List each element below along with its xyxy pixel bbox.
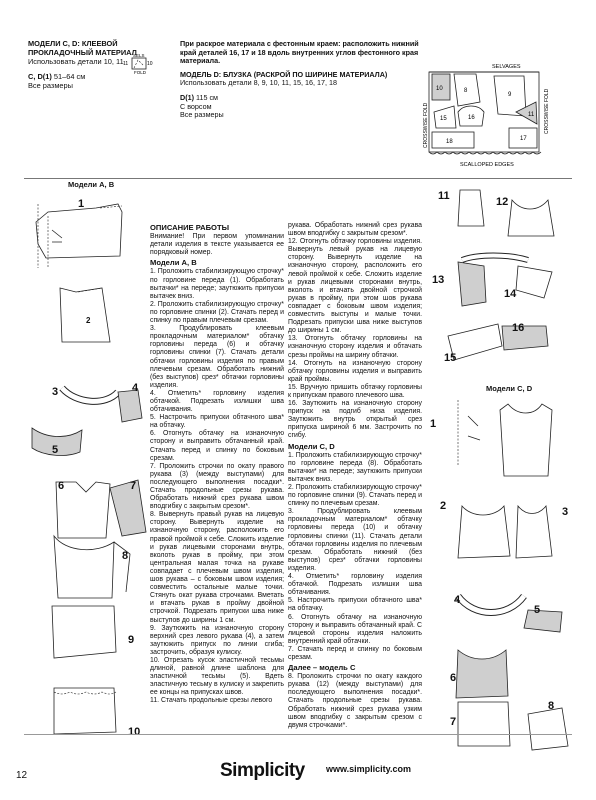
step-ab-6: 6 [58,480,65,492]
footer-rule [24,734,572,735]
instruction-paragraph: 7. Проложить строчки по окату правого рукава (3) (между выступами) для последующего выполнения посадки*. Стачать продольные срезы рукава. Обработать нижний срез рукава швом вподгибку с закрытым срезом*. [150,462,284,511]
step-ab-16: 16 [512,322,525,334]
instruction-paragraph: 10. Отрезать кусок эластичной тесьмы длиной, равной длине шаблона для эластичной тесьмы (5). Вдеть эластичную тесьму в кулиску и закрепить ее концы на припусках швов. [150,656,284,697]
legend-top: SELS [133,53,145,58]
step-ab-13: 13 [432,274,445,286]
header-left-title: МОДЕЛИ C, D: КЛЕЕВОЙ ПРОКЛАДОЧНЫЙ МАТЕРИАЛ [28,39,137,57]
instruction-paragraph: 13. Отогнуть обтачку горловины на изнаночную сторону изделия и обтачать срезы проймы на ширину обтачки. [288,335,422,359]
step-ab-12: 12 [496,196,509,208]
models-ab-illustrations [26,192,148,748]
legend-right: 10 [147,61,153,67]
instruction-paragraph: 3. Продублировать клеевым прокладочным материалом* обтачку горловины переда (10) и обтачку горловины спинки (11). Стачать детали обтачки горловины изделия по плечевым срезам. Обработать нижний (без выступов) срез* обтачки горловины изделия. [288,508,422,572]
selvages-label: SELVAGES [492,64,521,70]
step-cd-7: 7 [450,716,457,728]
model-d-size-value: 115 см [195,92,218,102]
model-d-size-label: D(1) [180,92,194,102]
model-d-use-parts: Использовать детали 8, 9, 10, 11, 15, 16, 17, 18 [180,78,338,88]
scalloped-edges-label: SCALLOPED EDGES [460,162,514,168]
fold-legend-icon [122,52,158,74]
piece-9: 9 [508,92,512,98]
website-link[interactable]: www.simplicity.com [326,764,412,774]
instruction-paragraph: 6. Отогнуть обтачку на изнаночную сторону и выправить обтачанный край. Стачать перед и спинку по боковым срезам. [150,430,284,462]
instruction-paragraph: 5. Настрочить припуски обтачного шва* на обтачку. [288,597,422,613]
instruction-paragraph: 7. Стачать перед и спинку по боковым срезам. [288,645,422,661]
step-cd-3: 3 [562,506,569,518]
model-d-title: МОДЕЛЬ D: БЛУЗКА (РАСКРОЙ ПО ШИРИНЕ МАТЕРИАЛА) [180,69,388,79]
step-cd-5: 5 [534,604,541,616]
all-sizes: Все размеры [28,81,73,91]
piece-11: 11 [528,112,535,118]
instruction-heading: Далее – модель C [288,663,356,673]
instruction-paragraph: 9. Заутюжить на изнаночную сторону верхний срез левого рукава (4), а затем заутюжить припуск по линии сгиба; застрочить, образуя кулиску. [150,624,284,656]
instruction-paragraph: 14. Отогнуть на изнаночную сторону обтачку горловины изделия и выправить край проймы. [288,359,422,383]
piece-10: 10 [436,86,443,92]
step-cd-6: 6 [450,672,457,684]
model-cd-label: Модели C, D [486,384,533,393]
scallop-note: При раскрое материала с фестонным краем: расположить нижний край деталей 16, 17 и 18 вдоль внутренних углов фестонного края материала. [180,39,419,66]
header-left-use-parts: Использовать детали 10, 11 [28,56,124,66]
size-value: 51–64 см [53,72,86,82]
models-ab-illustrations-right [428,186,574,372]
step-ab-4: 4 [132,382,139,394]
instruction-paragraph: 8. Вывернуть правый рукав на лицевую сторону. Вывернуть изделие на изнаночную сторону, расположить его правой проймой к себе. Сложить изделие и рукав лицевыми сторонами внутрь, вколоть рукав в пройму, при этом центральная малая точка на рукаве совпадает с плечевым швом изделия, шов рукава – с боковым швом изделия; совместить остальные малые точки. Стянуть окат рукава строчками. Вметать и втачать рукав в пройму двойной строчкой. Подрезать припуски шва ниже выступов до ширины 1 см. [150,511,284,624]
size-label: C, D(1) [28,72,52,82]
instruction-paragraph: 4. Отметить* горловину изделия обтачкой. Подрезать излишки шва обтачивания. [150,389,284,414]
instruction-heading: ОПИСАНИЕ РАБОТЫ [150,223,230,232]
instruction-paragraph: 2. Проложить стабилизирующую строчку* по горловине спинки (9). Стачать перед и спинку по плечевым срезам. [288,484,422,508]
instruction-heading: Модели A, B [150,258,197,268]
instruction-paragraph: 11. Стачать продольные срезы левого [150,697,273,705]
instruction-paragraph: Внимание! При первом упоминании детали изделия в тексте указывается ее порядковый номер. [150,233,284,257]
step-cd-2: 2 [440,500,447,512]
instruction-heading: Модели C, D [288,441,335,451]
step-ab-8: 8 [122,550,129,562]
piece-16: 16 [468,115,475,121]
brand-logo: Simplicity [220,760,305,781]
instruction-paragraph: 8. Проложить строчки по окату каждого рукава (12) (между выступами) для последующего выполнения посадки*. Стачать продольные срезы рукава. Обработать нижний срез рукава узким швом вподгибку с закрытым срезом с двумя строчками*. [288,673,422,729]
cutting-layout-diagram [424,62,554,170]
model-d-nap: С ворсом [180,101,212,111]
step-ab-11: 11 [438,190,450,202]
instruction-paragraph: рукава. Обработать нижний срез рукава швом вподгибку с закрытым срезом*. [288,222,422,238]
instruction-paragraph: 1. Проложить стабилизирующую строчку* по горловине переда (1). Обработать вытачки* на переде; заутюжить припуски вытачек вниз. [150,268,284,300]
crosswise-fold-right: CROSSWISE FOLD [544,88,550,134]
instruction-paragraph: 4. Отметить* горловину изделия обтачкой. Подрезать излишки шва обтачивания. [288,573,422,597]
step-ab-9: 9 [128,634,135,646]
step-cd-4: 4 [454,594,461,606]
step-ab-15: 15 [444,352,457,364]
crosswise-fold-left: CROSSWISE FOLD [423,102,429,148]
instruction-paragraph: 3. Продублировать клеевым прокладочным материалом* обтачку горловины переда (6) и обтачку горловины спинки (7). Стачать детали обтачки горловины изделия по правым плечевым срезам. Обработать нижний (без выступов) срез* обтачки горловины изделия. [150,325,284,389]
model-d-all-sizes: Все размеры [180,110,224,120]
piece-17: 17 [520,136,527,142]
step-cd-1: 1 [430,418,437,430]
instruction-paragraph: 6. Отогнуть обтачку на изнаночную сторону и выправить обтачанный край. С лицевой стороны изделия наложить внутренний край обтачки. [288,613,422,645]
header-separator [24,178,572,179]
legend-left: 11 [123,61,129,67]
instruction-paragraph: 15. Вручную пришить обтачку горловины к припускам правого плечевого шва. [288,383,422,399]
instruction-paragraph: 16. Заутюжить на изнаночную сторону припуск на подгиб низа изделия. Заутюжить внутрь открытый срез припуска шириной 6 мм. Застрочить по сгибу. [288,400,422,440]
page-number: 12 [16,770,28,781]
legend-bottom: FOLD [134,70,147,75]
step-cd-8: 8 [548,700,555,712]
instructions-col-2 [288,222,422,730]
step-ab-10: 10 [128,726,141,738]
models-ab-label: Модели A, B [68,180,115,189]
piece-8: 8 [464,88,468,94]
step-ab-14: 14 [504,288,517,300]
instruction-paragraph: 5. Настрочить припуски обтачного шва* на обтачку. [150,414,284,430]
step-ab-1: 1 [78,198,85,210]
instruction-paragraph: 1. Проложить стабилизирующую строчку* по горловине переда (8). Обработать вытачки* на переде; заутюжить припуски вытачек вниз. [288,451,422,483]
header-right [180,40,425,120]
step-ab-7: 7 [130,480,137,492]
step-ab-5: 5 [52,444,59,456]
step-ab-3: 3 [52,386,59,398]
instruction-paragraph: 12. Отогнуть обтачку горловины изделия. Вывернуть левый рукав на лицевую сторону. Вывернуть изделие на изнаночную сторону, расположить его левой проймой к себе. Сложить изделие и рукав лицевыми сторонами внутрь, вколоть и втачать двойной строчкой рукав в пройму, при этом шов рукава совпадает с боковым швом изделия; совместить выступы и малые точки. Подрезать припуски шва ниже выступов до ширины 1 см. [288,238,422,335]
piece-18: 18 [446,139,453,145]
piece-15: 15 [440,116,447,122]
instruction-paragraph: 2. Проложить стабилизирующую строчку* по горловине спинки (2). Стачать перед и спинку по правым плечевым срезам. [150,300,284,325]
instructions-col-1 [150,222,284,706]
step-ab-2: 2 [86,316,91,325]
